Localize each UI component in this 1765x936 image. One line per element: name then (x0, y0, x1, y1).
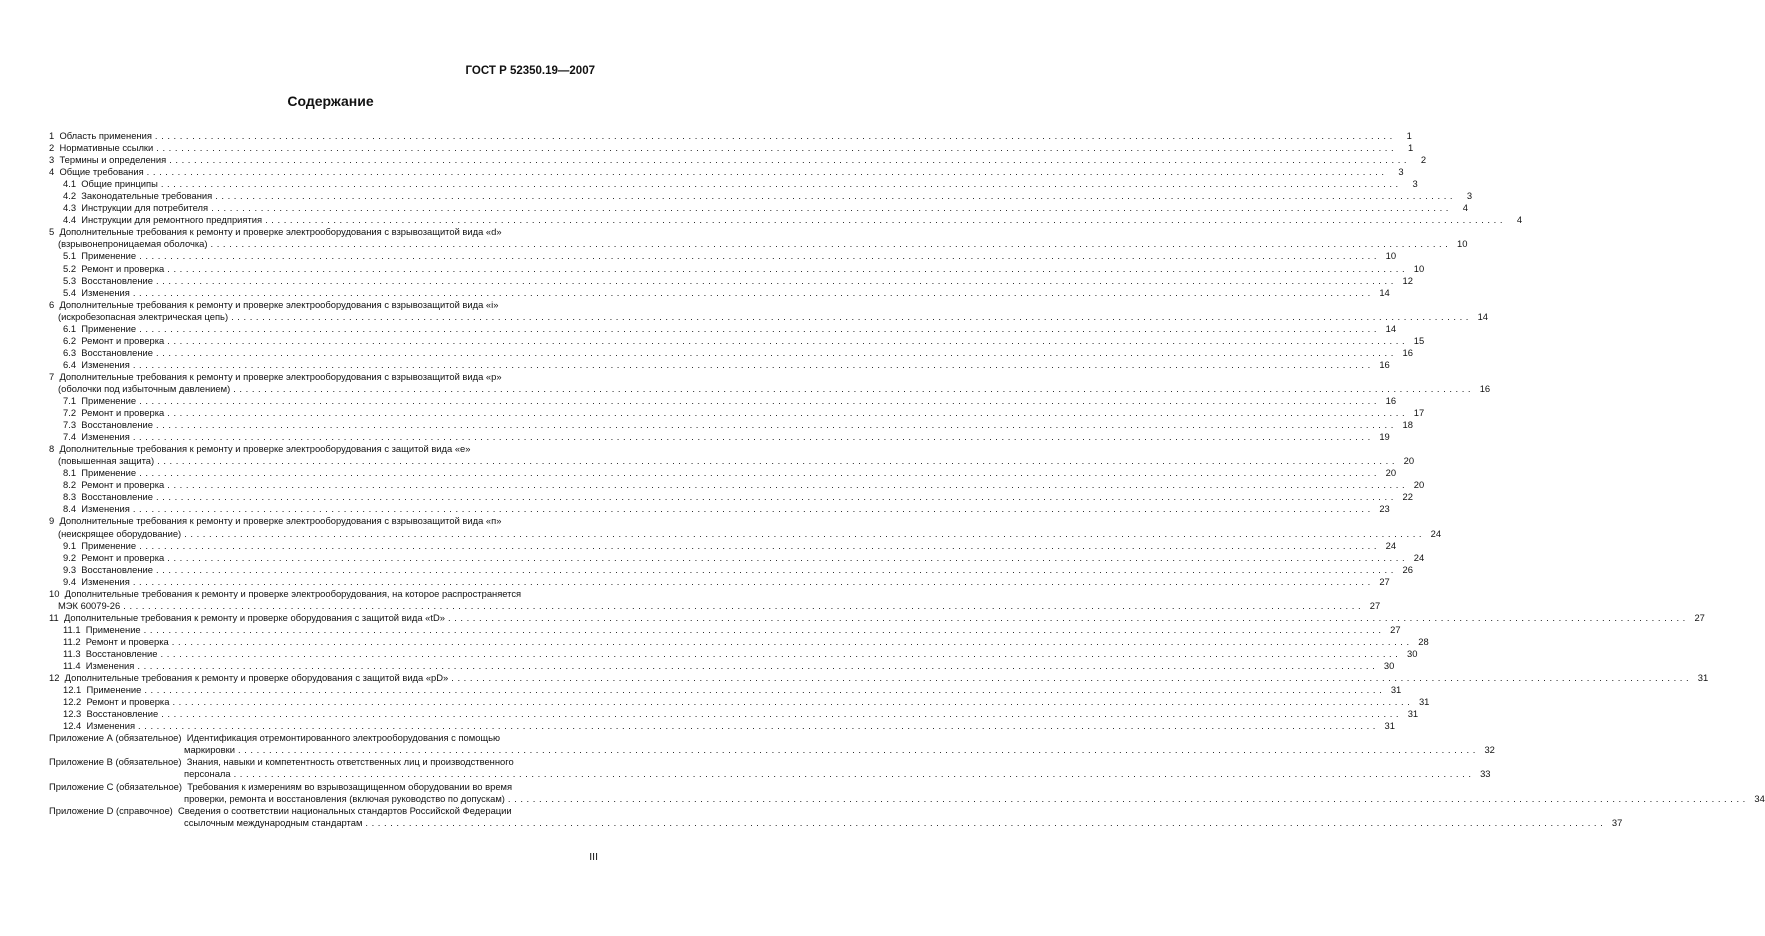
dot-leader: ........................................................................................................................................................................................................ (139, 395, 1381, 407)
toc-entry-page: 16 (1379, 358, 1390, 370)
toc-entry-number: 8.2 (63, 479, 77, 491)
toc-entry[interactable] (49, 479, 1425, 491)
toc-entry-page: 27 (1390, 623, 1401, 635)
toc-entry[interactable] (49, 708, 1419, 720)
toc-entry-title: Применение (81, 322, 137, 334)
toc-entry-number: 12.2 (63, 696, 82, 708)
dot-leader: ........................................................................................................................................................................................................ (160, 178, 1402, 190)
toc-entry[interactable] (49, 371, 584, 383)
appendix-title: Знания, навыки и компетентность ответственных лиц и производственного (186, 756, 514, 768)
toc-entry-page: 10 (1413, 262, 1425, 274)
toc-entry-title: Применение (86, 684, 142, 696)
toc-entry-page: 4 (1462, 202, 1469, 214)
toc-entry-number: 2 (49, 142, 55, 154)
toc-entry-page: 24 (1413, 551, 1425, 563)
toc-entry-continuation[interactable] (49, 310, 1489, 323)
dot-leader: ........................................................................................................................................................................................................ (144, 684, 1386, 696)
toc-entry-number: 8 (49, 443, 55, 455)
dot-leader: ........................................................................................................................................................................................................ (211, 202, 1453, 214)
toc-entry-title: Изменения (81, 503, 130, 515)
appendix-entry-continuation[interactable] (49, 744, 1495, 756)
toc-entry-title: Инструкции для потребителя (81, 202, 209, 214)
dot-leader: ........................................................................................................................................................................................................ (154, 129, 1396, 141)
toc-entry-title: Восстановление (81, 346, 153, 358)
toc-entry-title: Применение (81, 539, 137, 551)
toc-entry-number: 6.1 (63, 322, 77, 334)
toc-entry-number: 4 (49, 166, 55, 178)
appendix-title-continuation: маркировки (184, 744, 235, 756)
toc-entry-number: 4.2 (63, 190, 77, 202)
toc-entry[interactable] (49, 322, 1397, 335)
toc-entry[interactable] (49, 539, 1397, 552)
dot-leader: ........................................................................................................................................................................................................ (184, 527, 1426, 539)
dot-leader: ........................................................................................................................................................................................................ (215, 190, 1457, 202)
toc-entry-title: Общие принципы (81, 178, 158, 190)
toc-entry-number: 9.4 (63, 575, 77, 587)
dot-leader: ........................................................................................................................................................................................................ (143, 623, 1385, 635)
toc-entry-title: Восстановление (86, 708, 159, 720)
toc-entry-title: Ремонт и проверка (81, 407, 165, 419)
toc-entry-page: 12 (1402, 274, 1413, 286)
dot-leader: ........................................................................................................................................................................................................ (132, 286, 1374, 298)
dot-leader: ........................................................................................................................................................................................................ (156, 142, 1398, 154)
toc-entry-continuation[interactable] (49, 527, 1442, 540)
toc-entry-number: 6.3 (63, 346, 77, 358)
toc-entry[interactable] (49, 129, 1412, 142)
toc-entry-title: Инструкции для ремонтного предприятия (81, 214, 263, 226)
toc-entry[interactable] (49, 516, 584, 528)
toc-entry-title-continuation: (взрывонепроницаемая оболочка) (58, 238, 208, 250)
toc-entry-number: 5.4 (63, 286, 77, 298)
page-title: Содержание (287, 93, 374, 109)
toc-entry-number: 4.1 (63, 178, 77, 190)
toc-entry[interactable] (49, 684, 1402, 696)
toc-entry-title: Общие требования (59, 166, 144, 178)
appendix-page: 34 (1754, 792, 1765, 804)
toc-entry-number: 11.4 (63, 660, 81, 672)
toc-entry-number: 12.4 (63, 720, 82, 732)
toc-entry-number: 11.1 (63, 623, 81, 635)
dot-leader: ........................................................................................................................................................................................................ (138, 720, 1379, 732)
toc-entry[interactable] (49, 299, 584, 311)
dot-leader: ........................................................................................................................................................................................................ (132, 431, 1374, 443)
toc-entry-number: 8.3 (63, 491, 77, 503)
toc-entry-number: 9.1 (63, 539, 77, 551)
toc-entry[interactable] (49, 635, 1429, 648)
toc-entry-title: Восстановление (85, 648, 158, 659)
toc-entry-number: 7.1 (63, 395, 77, 407)
appendix-title-continuation: персонала (184, 768, 231, 780)
toc-entry[interactable] (49, 443, 584, 455)
toc-entry-page: 16 (1479, 382, 1491, 394)
toc-entry-number: 11.2 (63, 635, 81, 647)
toc-entry[interactable] (49, 696, 1430, 708)
appendix-entry-continuation[interactable] (49, 816, 1623, 829)
toc-entry-title: Восстановление (81, 491, 153, 503)
toc-entry-page: 22 (1402, 491, 1413, 503)
appendix-page: 33 (1480, 768, 1491, 780)
toc-entry-title-continuation: (оболочки под избыточным давлением) (58, 382, 231, 394)
toc-entry-page: 20 (1403, 455, 1415, 467)
appendix-entry-continuation[interactable] (49, 768, 1491, 780)
toc-entry[interactable] (49, 467, 1397, 479)
toc-entry[interactable] (49, 503, 1390, 515)
toc-entry-page: 4 (1516, 214, 1523, 226)
toc-entry-page: 28 (1418, 635, 1429, 647)
toc-entry[interactable] (49, 154, 1427, 166)
toc-entry-number: 5.1 (63, 250, 77, 262)
toc-entry-page: 19 (1379, 431, 1390, 443)
dot-leader: ........................................................................................................................................................................................................ (169, 154, 1411, 166)
toc-entry-number: 6 (49, 298, 55, 310)
dot-leader: ........................................................................................................................................................................................................ (167, 407, 1409, 419)
dot-leader: ........................................................................................................................................................................................................ (171, 635, 1413, 647)
toc-entry-title: Ремонт и проверка (86, 696, 170, 708)
dot-leader: ........................................................................................................................................................................................................ (447, 611, 1689, 623)
dot-leader: ........................................................................................................................................................................................................ (155, 274, 1397, 286)
toc-entry-title: Дополнительные требования к ремонту и проверке электрооборудования с взрывозащитой вида «d» (59, 226, 502, 238)
toc-entry-title: Дополнительные требования к ремонту и проверке электрооборудования с взрывозащитой вида «р» (59, 370, 502, 382)
dot-leader: ........................................................................................................................................................................................................ (451, 672, 1693, 684)
toc-entry[interactable] (49, 250, 1397, 262)
dot-leader: ........................................................................................................................................................................................................ (139, 467, 1381, 479)
page-number: III (589, 851, 598, 863)
appendix-entry[interactable] (49, 805, 584, 817)
dot-leader: ........................................................................................................................................................................................................ (265, 214, 1507, 226)
dot-leader: ........................................................................................................................................................................................................ (139, 322, 1381, 334)
toc-entry[interactable] (49, 166, 1404, 178)
toc-entry-number: 7.3 (63, 419, 77, 431)
toc-entry-number: 9.2 (63, 551, 77, 563)
toc-entry-title: Применение (85, 623, 141, 635)
appendix-entry[interactable] (49, 756, 584, 768)
toc-entry-number: 11 (49, 611, 59, 623)
dot-leader: ........................................................................................................................................................................................................ (231, 310, 1473, 322)
toc-entry-title: Ремонт и проверка (81, 334, 165, 346)
toc-entry-number: 11.3 (63, 648, 81, 659)
toc-entry[interactable] (49, 431, 1390, 443)
dot-leader: ........................................................................................................................................................................................................ (139, 539, 1381, 551)
dot-leader: ........................................................................................................................................................................................................ (155, 419, 1397, 431)
toc-entry-title: Дополнительные требования к ремонту и проверке электрооборудования с взрывозащитой вида «п» (59, 515, 502, 527)
toc-entry-number: 4.4 (63, 214, 77, 226)
appendix-label: Приложение В (обязательное) (49, 756, 182, 768)
toc-entry-number: 7 (49, 370, 55, 382)
toc-entry-continuation[interactable] (49, 599, 1381, 612)
toc-entry-title: Восстановление (81, 563, 153, 575)
toc-entry-page: 31 (1418, 696, 1430, 708)
toc-entry-title: Дополнительные требования к ремонту и проверке электрооборудования с защитой вида «е» (59, 443, 471, 455)
toc-entry-title: Изменения (86, 720, 136, 732)
toc-entry-page: 17 (1413, 407, 1425, 419)
toc-entry[interactable] (49, 214, 1523, 226)
toc-entry-page: 18 (1402, 419, 1413, 431)
toc-entry[interactable] (49, 274, 1413, 287)
toc-entry-page: 31 (1697, 672, 1709, 684)
appendix-entry-continuation[interactable] (49, 792, 1765, 805)
toc-entry[interactable] (49, 491, 1413, 503)
toc-entry-title: Дополнительные требования к ремонту и проверке электрооборудования, на которое распространяется (64, 587, 522, 599)
toc-entry-number: 1 (49, 129, 55, 141)
toc-entry[interactable] (49, 407, 1425, 419)
appendix-title-continuation: ссылочным международным стандартам (184, 816, 363, 828)
toc-entry-page: 27 (1694, 611, 1705, 623)
toc-entry-page: 16 (1385, 395, 1397, 407)
toc-entry-page: 16 (1402, 346, 1413, 358)
toc-entry[interactable] (49, 286, 1390, 299)
toc-entry-number: 8.1 (63, 467, 77, 479)
toc-entry-title: Применение (81, 395, 137, 407)
toc-entry[interactable] (49, 563, 1413, 576)
toc-entry-page: 30 (1383, 660, 1395, 672)
toc-entry[interactable] (49, 142, 1414, 154)
toc-entry-page: 30 (1407, 648, 1418, 659)
toc-entry[interactable] (49, 226, 584, 238)
dot-leader: ........................................................................................................................................................................................................ (132, 575, 1374, 587)
appendix-page: 37 (1611, 816, 1623, 828)
toc-entry-continuation[interactable] (49, 382, 1491, 395)
dot-leader: ........................................................................................................................................................................................................ (507, 792, 1749, 804)
toc-entry-number: 8.4 (63, 503, 77, 515)
toc-entry[interactable] (49, 575, 1390, 588)
toc-entry-title: Изменения (81, 575, 130, 587)
dot-leader: ........................................................................................................................................................................................................ (160, 648, 1402, 659)
toc-entry-number: 9.3 (63, 563, 77, 575)
toc-entry-page: 20 (1413, 479, 1425, 491)
dot-leader: ........................................................................................................................................................................................................ (146, 166, 1388, 178)
toc-entry-title: Изменения (81, 358, 130, 370)
toc-entry-page: 23 (1379, 503, 1390, 515)
dot-leader: ........................................................................................................................................................................................................ (161, 708, 1403, 720)
toc-entry-page: 27 (1379, 575, 1390, 587)
appendix-entry[interactable] (49, 781, 584, 793)
toc-entry-title: Ремонт и проверка (81, 262, 165, 274)
toc-entry-number: 9 (49, 515, 55, 527)
toc-entry-title-continuation: (искробезопасная электрическая цепь) (58, 310, 229, 322)
toc-entry-title: Изменения (81, 431, 130, 443)
toc-entry-number: 7.2 (63, 407, 77, 419)
toc-entry-page: 15 (1413, 334, 1425, 346)
appendix-label: Приложение А (обязательное) (49, 732, 182, 744)
toc-entry-title: Применение (81, 250, 137, 262)
appendix-title: Требования к измерениям во взрывозащищенном оборудовании во время (187, 780, 513, 792)
appendix-label: Приложение С (обязательное) (49, 780, 183, 792)
toc-entry-number: 5.2 (63, 262, 77, 274)
toc-entry[interactable] (49, 334, 1425, 347)
dot-leader: ........................................................................................................................................................................................................ (210, 238, 1452, 250)
toc-entry-title-continuation: (неискрящее оборудование) (58, 527, 182, 539)
toc-entry-page: 3 (1412, 178, 1418, 190)
toc-entry[interactable] (49, 190, 1473, 202)
toc-entry-page: 10 (1457, 238, 1468, 250)
toc-entry-page: 1 (1407, 142, 1414, 154)
toc-entry-number: 6.2 (63, 334, 77, 346)
toc-entry[interactable] (49, 358, 1390, 371)
toc-entry[interactable] (49, 551, 1425, 564)
toc-entry-page: 14 (1385, 322, 1397, 334)
appendix-entry[interactable] (49, 732, 584, 744)
toc-entry[interactable] (49, 611, 1705, 624)
toc-entry[interactable] (49, 623, 1401, 636)
toc-entry-title: Нормативные ссылки (59, 142, 154, 154)
toc-entry-title-continuation: (повышенная защита) (58, 455, 155, 467)
dot-leader: ........................................................................................................................................................................................................ (157, 455, 1399, 467)
toc-entry-continuation[interactable] (49, 238, 1468, 250)
dot-leader: ........................................................................................................................................................................................................ (233, 382, 1475, 394)
toc-entry-number: 6.4 (63, 358, 77, 370)
toc-entry[interactable] (49, 178, 1418, 190)
dot-leader: ........................................................................................................................................................................................................ (132, 358, 1374, 370)
toc-entry-title: Ремонт и проверка (85, 635, 169, 647)
toc-entry-page: 2 (1420, 154, 1427, 166)
toc-entry-page: 3 (1398, 166, 1404, 178)
dot-leader: ........................................................................................................................................................................................................ (167, 262, 1409, 274)
toc-entry[interactable] (49, 419, 1413, 431)
toc-entry-page: 14 (1477, 310, 1489, 322)
toc-entry-page: 26 (1402, 563, 1413, 575)
dot-leader: ........................................................................................................................................................................................................ (137, 660, 1379, 672)
toc-entry-page: 24 (1385, 539, 1397, 551)
toc-entry-page: 1 (1406, 129, 1412, 141)
toc-entry-title: Область применения (59, 129, 152, 141)
toc-entry-page: 31 (1384, 720, 1395, 732)
toc-entry-title-continuation: МЭК 60079-26 (58, 599, 121, 611)
dot-leader: ........................................................................................................................................................................................................ (123, 599, 1365, 611)
toc-entry-number: 3 (49, 154, 55, 166)
dot-leader: ........................................................................................................................................................................................................ (155, 346, 1397, 358)
toc-entry-title: Дополнительные требования к ремонту и проверке оборудования с защитой вида «tD» (63, 611, 445, 623)
toc-entry-number: 7.4 (63, 431, 77, 443)
toc-entry-number: 12.3 (63, 708, 82, 720)
toc-entry-title: Термины и определения (59, 154, 167, 166)
dot-leader: ........................................................................................................................................................................................................ (155, 563, 1397, 575)
dot-leader: ........................................................................................................................................................................................................ (167, 551, 1409, 563)
toc-entry-number: 5 (49, 226, 55, 238)
appendix-title-continuation: проверки, ремонта и восстановления (включая руководство по допускам) (184, 792, 505, 804)
dot-leader: ........................................................................................................................................................................................................ (139, 250, 1381, 262)
toc-entry-number: 12.1 (63, 684, 82, 696)
toc-entry-title: Ремонт и проверка (81, 551, 165, 563)
document-code: ГОСТ Р 52350.19—2007 (465, 65, 595, 77)
toc-entry[interactable] (49, 672, 1709, 684)
toc-entry-page: 31 (1407, 708, 1419, 720)
toc-entry-page: 10 (1385, 250, 1397, 262)
toc-entry-continuation[interactable] (49, 455, 1415, 467)
toc-entry-title: Ремонт и проверка (81, 479, 165, 491)
toc-entry-title: Дополнительные требования к ремонту и проверке оборудования с защитой вида «pD» (64, 672, 449, 684)
dot-leader: ........................................................................................................................................................................................................ (132, 503, 1374, 515)
toc-entry[interactable] (49, 660, 1395, 672)
toc-entry[interactable] (49, 588, 584, 600)
table-of-contents (49, 129, 1765, 829)
toc-entry-title: Изменения (81, 286, 130, 298)
toc-entry-page: 24 (1430, 527, 1442, 539)
toc-entry-number: 12 (49, 672, 60, 684)
toc-entry-page: 14 (1379, 286, 1390, 298)
dot-leader: ........................................................................................................................................................................................................ (233, 768, 1475, 780)
dot-leader: ........................................................................................................................................................................................................ (237, 744, 1479, 756)
toc-entry-number: 10 (49, 587, 60, 599)
appendix-title: Идентификация отремонтированного электрооборудования с помощью (186, 732, 501, 744)
appendix-label: Приложение D (справочное) (49, 804, 173, 816)
toc-entry-page: 31 (1390, 684, 1402, 696)
appendix-title: Сведения о соответствии национальных стандартов Российской Федерации (178, 804, 512, 816)
toc-entry-title: Применение (81, 467, 137, 479)
dot-leader: ........................................................................................................................................................................................................ (167, 479, 1409, 491)
dot-leader: ........................................................................................................................................................................................................ (172, 696, 1414, 708)
dot-leader: ........................................................................................................................................................................................................ (155, 491, 1397, 503)
toc-entry-page: 3 (1466, 190, 1473, 202)
toc-entry[interactable] (49, 648, 1418, 660)
toc-entry-title: Дополнительные требования к ремонту и проверке электрооборудования с взрывозащитой вида «i» (59, 298, 499, 310)
toc-entry-number: 5.3 (63, 274, 77, 286)
toc-entry-title: Законодательные требования (81, 190, 213, 202)
toc-entry[interactable] (49, 720, 1395, 732)
toc-entry-title: Восстановление (81, 274, 153, 286)
toc-entry-number: 4.3 (63, 202, 77, 214)
toc-entry[interactable] (49, 395, 1397, 407)
toc-entry[interactable] (49, 262, 1425, 275)
toc-entry[interactable] (49, 202, 1469, 214)
dot-leader: ........................................................................................................................................................................................................ (365, 816, 1607, 828)
toc-entry-title: Изменения (85, 660, 135, 672)
toc-entry-page: 27 (1369, 599, 1381, 611)
toc-entry-page: 20 (1385, 467, 1397, 479)
toc-entry[interactable] (49, 346, 1413, 359)
dot-leader: ........................................................................................................................................................................................................ (167, 334, 1409, 346)
toc-entry-title: Восстановление (81, 419, 153, 431)
appendix-page: 32 (1484, 744, 1495, 756)
